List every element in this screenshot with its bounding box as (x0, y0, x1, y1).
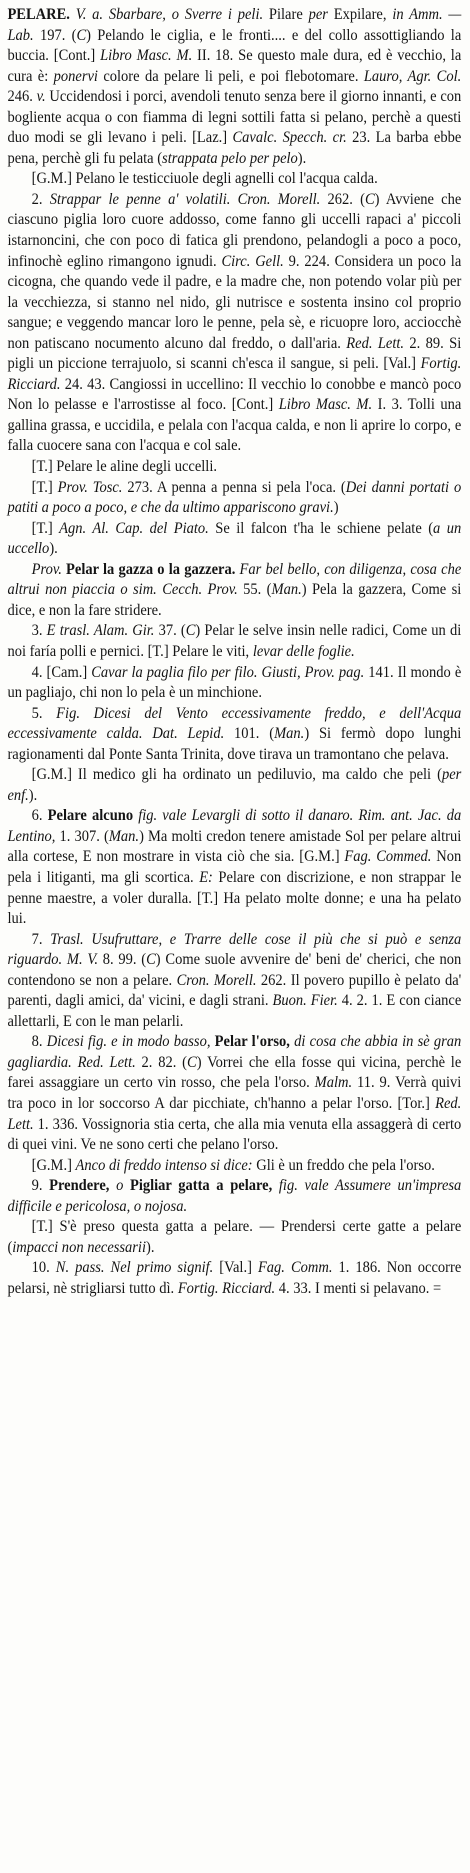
italic-text: C (146, 951, 156, 969)
italic-text: Circ. Gell. (221, 252, 284, 270)
italic-text: ponervi (53, 67, 98, 85)
italic-text: levar delle foglie. (252, 642, 355, 660)
entry-text: ). (297, 149, 307, 167)
entry-text: Expilare, (327, 6, 393, 23)
entry-text: 273. A penna a penna si pela l'oca. ( (122, 478, 346, 496)
bold-phrase: Pelar la gazza o la gazzera. (66, 560, 236, 578)
entry-text: 5. (31, 704, 57, 722)
headword: PELARE. (7, 6, 70, 23)
entry-section (7, 621, 461, 662)
bold-phrase: Prendere, (49, 1177, 110, 1195)
italic-text: Strappar le penne a' volatili. Cron. Morell. (49, 190, 321, 208)
italic-text: Lauro, Agr. Col. (363, 67, 462, 85)
entry-section (7, 930, 461, 1033)
italic-text: Trasl. Usufruttare, e Trarre delle cose il più che si può e senza riguardo. M. V. (7, 930, 462, 969)
entry-text: Non pela i litiganti, ma gli scortica. (7, 848, 462, 886)
entry-text: 55. ( (237, 581, 272, 599)
italic-text: Fig. Dicesi del Vento eccessivamente freddo, e dell'Acqua eccessivamente calda. Dat. Lepid. (7, 704, 462, 743)
bold-phrase: Pelar l'orso, (214, 1033, 290, 1051)
entry-text: 2. 82. ( (135, 1053, 188, 1071)
entry-section (7, 169, 461, 190)
italic-text: E trasl. Alam. Gir. (46, 622, 155, 640)
entry-section (7, 806, 461, 929)
italic-text: Fortig. Ricciard. (7, 355, 462, 393)
entry-text: ) Si fermò dopo lunghi ragionamenti dal Ponte Santa Trinita, dove tirava un tramontano che pelava. (7, 725, 462, 763)
entry-text: ) Pelar le selve insin nelle radici, Come un di noi faría polli e pernici. [T.] Pelare le viti, (7, 622, 462, 660)
entry-text (272, 1177, 279, 1194)
italic-text: fig. vale Assumere un'impresa difficile e pericolosa, o nojosa. (7, 1177, 462, 1215)
italic-text: Dicesi fig. e in modo basso, (46, 1033, 211, 1051)
entry-section (7, 1258, 461, 1299)
entry-text: 24. 43. Cangiossi in uccellino: Il vecchio lo conobbe e mancò poco Non lo pelasse e l'arrostisse al foco. [Cont.] (7, 375, 462, 414)
italic-text: Fortig. Ricciard. (177, 1279, 276, 1297)
italic-text: Anco di freddo intenso si dice: (75, 1156, 253, 1174)
italic-text: per (308, 6, 328, 23)
entry-text: 101. ( (224, 725, 275, 743)
entry-text: 7. (31, 930, 51, 948)
italic-text: in Amm. — Lab. (7, 6, 462, 44)
entry-text: 9. (31, 1177, 50, 1195)
entry-text: Se il falcon t'ha le schiene pelate ( (208, 519, 434, 537)
entry-text: ). (49, 540, 58, 558)
italic-text: Red. Lett. (346, 334, 405, 352)
entry-text: 4. 2. 1. E con ciance allettarli, E con le man pelarli. (7, 992, 462, 1030)
entry-text: ) Ma molti credon tenere amistade Sol per pelare altrui alla cortese, E non mostrare in vista ciò che sia. [G.M.] (7, 827, 462, 866)
entry-text: 10. (31, 1259, 56, 1277)
entry-text: ). (145, 1238, 155, 1256)
entry-text: 9. 224. Considera un poco la cicogna, che quando vede il padre, e la madre che, non potendo volar più per la vecchiezza, si stanno nel nido, gli nutrisce e sostenta insino col proprio sangue; e veggendo mancar loro le penne, pela sè, e ricuopre loro, acciocchè non patiscano nocumento alcuno dal freddo, o dall'aria. (7, 252, 462, 352)
entry-section (7, 190, 461, 457)
entry-text: [T.] (31, 519, 60, 537)
italic-text: N. pass. Nel primo signif. (55, 1259, 214, 1277)
italic-text: Libro Masc. M. (278, 396, 373, 414)
bold-phrase: Pelare alcuno (47, 807, 134, 825)
bold-phrase: Pigliar gatta a pelare, (129, 1177, 273, 1195)
entry-section (7, 478, 461, 519)
italic-text: Man. (108, 827, 140, 845)
entry-text: [G.M.] Pelano le testicciuole degli agnelli col l'acqua calda. (31, 170, 378, 188)
italic-text: Agn. Al. Cap. del Piato. (59, 519, 209, 537)
italic-text: o (116, 1177, 124, 1195)
entry-text: 262. ( (320, 190, 365, 208)
entry-text: 3. (31, 622, 47, 640)
entry-section (7, 663, 461, 704)
entry-text: I. 3. Tolli una gallina grassa, e uccidila, e pelala con l'acqua calda, e non li aprire lo corpo, e falla cuocere sana con l'acqua e col sale. (7, 396, 462, 455)
entry-definition (7, 5, 461, 169)
italic-text: Prov. Tosc. (57, 478, 123, 496)
entry-text: ). (28, 786, 38, 804)
entry-text: ) Pela la gazzera, Come si dice, e non la fare stridere. (7, 581, 462, 619)
entry-section (7, 519, 461, 560)
entry-text (109, 1177, 116, 1194)
italic-text: Malm. (314, 1074, 353, 1092)
entry-text: 2. 89. Si pigli un piccione terrajuolo, si scanni ch'esca il sangue, si peli. [Val.] (7, 334, 462, 373)
entry-text: [T.] Pelare le aline degli uccelli. (31, 458, 217, 476)
entry-text: [T.] S'è preso questa gatta a pelare. — Prendersi certe gatte a pelare ( (7, 1218, 462, 1256)
entry-text: 246. (7, 88, 37, 106)
entry-text: 8. (31, 1033, 47, 1051)
italic-text: C (187, 1053, 197, 1071)
entry-section (7, 1156, 461, 1177)
entry-text: 37. ( (154, 622, 186, 640)
entry-text: ) Pelando le ciglia, e le fronti.... e del collo assottigliando la buccia. [Cont.] (7, 26, 462, 65)
italic-text: Dei danni portati o patiti a poco a poco, e che da ultimo appariscono gravi. (7, 478, 462, 517)
entry-section (7, 1032, 461, 1155)
entry-text: [G.M.] Il medico gli ha ordinato un pediluvio, ma caldo che peli ( (31, 766, 442, 784)
italic-text: per enf. (7, 766, 462, 804)
italic-text: Cron. Morell. (176, 971, 257, 989)
entry-text: 6. (31, 807, 48, 825)
italic-text: E: (199, 868, 213, 886)
entry-text: 8. 99. ( (97, 951, 147, 969)
entry-text (123, 1177, 130, 1194)
italic-text: C (364, 190, 375, 208)
entry-text: [Val.] (213, 1259, 258, 1277)
entry-text: 2. (31, 190, 50, 208)
entry-text: ) Come suole avvenire de' beni de' cherici, che non contendono se non a pelare. (7, 951, 462, 989)
italic-text: C (185, 622, 196, 640)
italic-text: Fag. Comm. (257, 1259, 333, 1277)
entry-text: Pelare con discrizione, e non strappar le penne maestre, a voler duralla. [T.] Ha pelato molte donne; e una ha pelato lui. (7, 868, 462, 928)
entry-text: 1. 336. Vossignoria stia certa, che alla mia venuta ella assaggerà di certo di quei vini. Ve ne sono certi che pelano l'orso. (7, 1115, 462, 1154)
italic-text: V. a. Sbarbare, o Sverre i peli. (69, 6, 264, 23)
italic-text: Libro Masc. M. (100, 47, 193, 65)
entry-text: 262. Il povero pupillo è pelato da' parenti, dagli amici, da' vicini, e dagli strani. (7, 971, 462, 1010)
italic-text: di cosa che abbia in sè gran gagliardia. Red. Lett. (7, 1033, 462, 1071)
entry-text: 197. ( (33, 26, 77, 44)
entry-text: Pilare (263, 6, 309, 23)
entry-section (7, 1176, 461, 1217)
italic-text: C (76, 26, 87, 44)
entry-text: 141. Il mondo è un pagliajo, chi non lo pela è un minchione. (7, 663, 462, 702)
italic-text: Buon. Fier. (272, 992, 338, 1010)
entry-text: Uccidendosi i porci, avendoli tenuto senza bere il giorno innanti, e con bogliente acqua o con fiamma di legni sottili fatta si pelano, perchè a questi duo modi se gli levano i peli. [Laz.] (7, 88, 462, 147)
entry-section (7, 765, 461, 806)
entry-text: 1. 186. Non occorre pelarsi, nè strigliarsi tutto dì. (7, 1259, 462, 1297)
italic-text: strappata pelo per pelo (162, 149, 298, 167)
entry-text: Gli è un freddo che pela l'orso. (252, 1156, 435, 1174)
entry-text: 11. 9. Verrà quivi tra poco in lor soccorso A dar picchiate, ch'hanno a pelar l'orso. [Tor.] (7, 1074, 462, 1112)
italic-text: Fag. Commed. (344, 848, 432, 866)
entry-text: [G.M.] (31, 1156, 76, 1174)
italic-text: Cavalc. Specch. cr. (232, 129, 347, 147)
entry-text: 23. La barba ebbe pena, perchè gli fu pelata ( (7, 129, 462, 167)
entry-text: 4. [Cam.] (31, 663, 92, 681)
entry-text: 4. 33. I menti si pelavano. = (275, 1279, 442, 1297)
italic-text: Man. (271, 581, 302, 599)
entry-section (7, 560, 461, 622)
italic-text: impacci non necessarii (12, 1238, 146, 1256)
entry-section (7, 457, 461, 478)
entry-text: ) Avviene che ciascuno piglia loro cuore addosso, come fanno gli uccelli rapaci a' piccoli istarnoncini, che con poco di fatica gli prendono, pelandogli a poco a poco, infinochè eglino rimangono ignudi. (7, 190, 462, 270)
entry-text: [T.] (31, 478, 58, 496)
italic-text: Cavar la paglia filo per filo. Giusti, Prov. pag. (91, 663, 365, 681)
italic-text: fig. vale Levargli di sotto il danaro. Rim. ant. Jac. da Lentino, (7, 807, 462, 845)
italic-text: v. (36, 88, 46, 106)
entry-text: II. 18. Se questo male dura, ed è vecchio, la cura è: (7, 47, 462, 85)
dictionary-entry (7, 5, 461, 1299)
entry-text: colore da pelare li peli, e poi flebotomare. (97, 67, 364, 85)
entry-text: ) (333, 499, 339, 517)
entry-text: 1. 307. ( (55, 827, 109, 845)
entry-section (7, 1217, 461, 1258)
entry-section (7, 704, 461, 766)
italic-text: Prov. (31, 560, 62, 578)
italic-text: Man. (274, 725, 305, 743)
italic-text: a un uccello (7, 519, 462, 558)
entry-text: ) Vorrei che ella fosse qui vicina, perchè le farei assaggiare un certo vin rosso, che pela l'orso. (7, 1053, 462, 1092)
italic-text: Red. Lett. (7, 1094, 462, 1133)
italic-text: Far bel bello, con diligenza, cosa che altrui non piaccia o sim. Cecch. Prov. (7, 560, 462, 599)
